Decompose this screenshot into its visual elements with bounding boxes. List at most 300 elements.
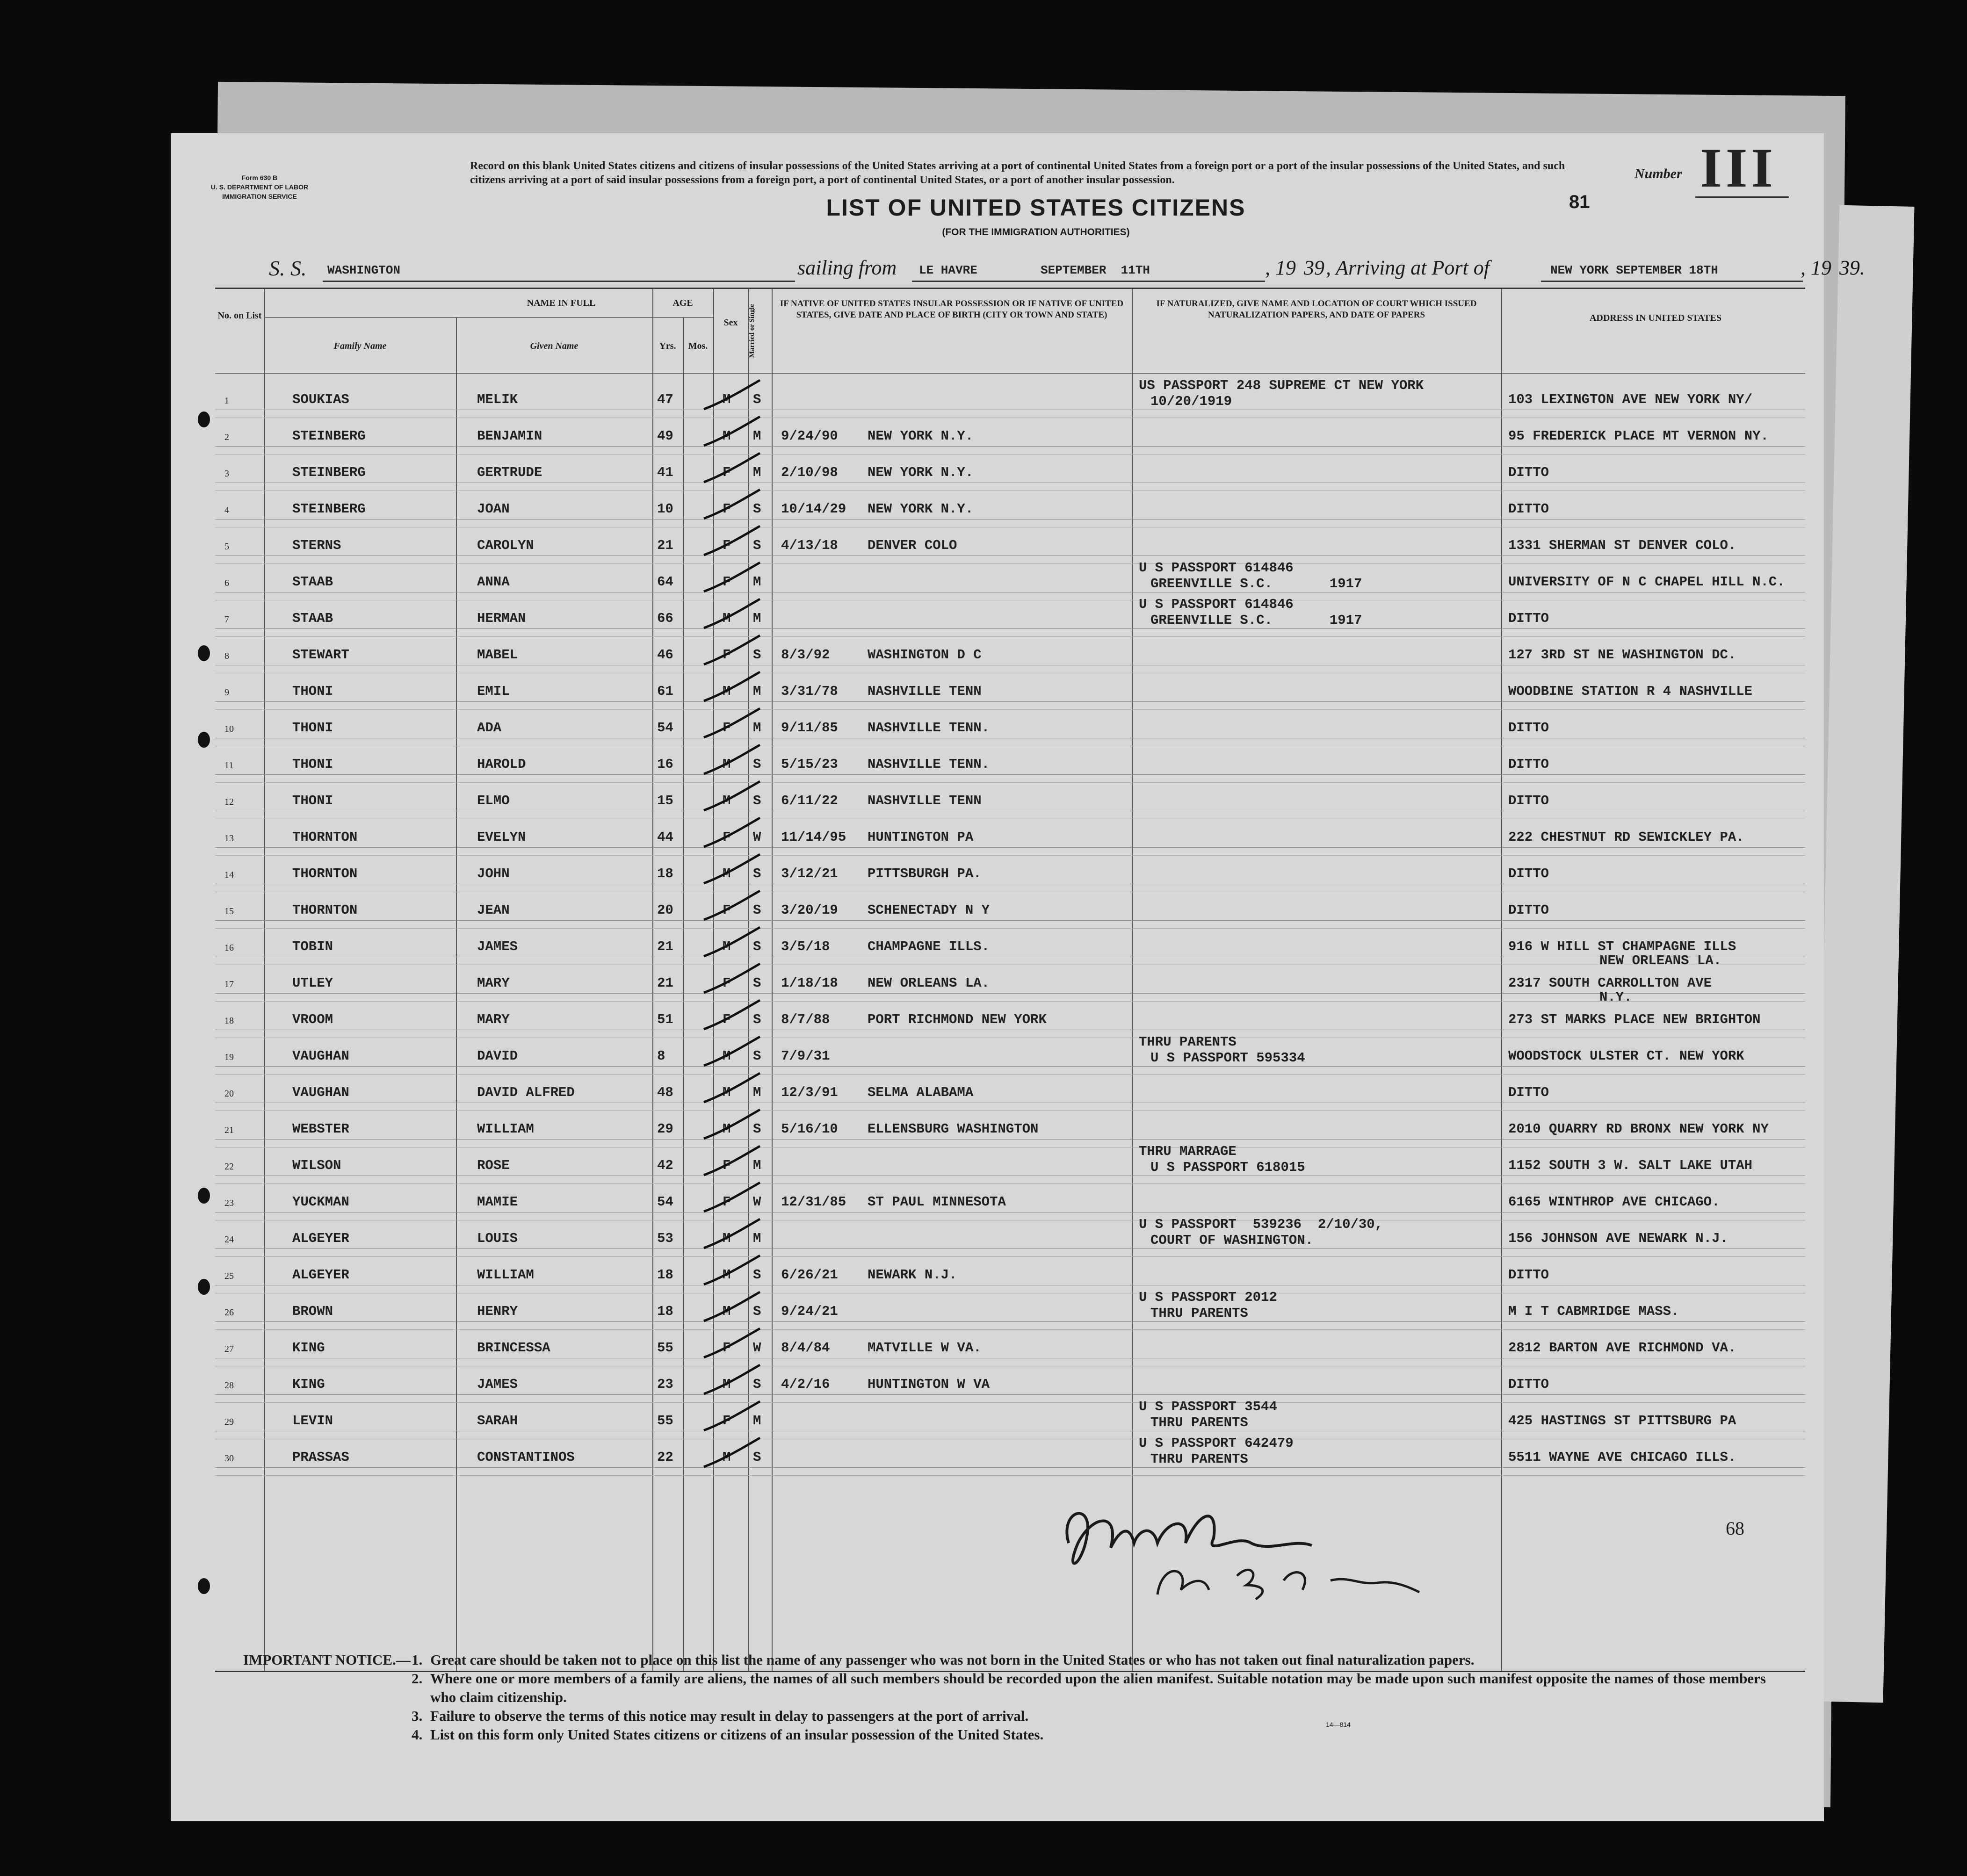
cell-ms: M — [753, 684, 761, 699]
cell-addr: 95 FREDERICK PLACE MT VERNON NY. — [1508, 428, 1769, 444]
cell-ms: S — [753, 1450, 761, 1465]
cell-no: 1 — [224, 396, 229, 406]
cell-ms: M — [753, 574, 761, 590]
cell-nat1: U S PASSPORT 3544 — [1139, 1399, 1277, 1414]
manifest-page — [171, 133, 1831, 1821]
ship-name: WASHINGTON — [327, 263, 401, 277]
cell-ms: S — [753, 902, 761, 918]
form-identifier — [208, 173, 311, 201]
check-mark — [701, 1178, 762, 1215]
check-mark — [701, 813, 762, 851]
check-mark — [701, 704, 762, 741]
cell-addr: 1331 SHERMAN ST DENVER COLO. — [1508, 538, 1736, 553]
cell-family: THORNTON — [292, 830, 358, 845]
cell-no: 16 — [224, 943, 234, 953]
cell-given: MAMIE — [477, 1194, 518, 1210]
row-divider — [215, 1467, 1805, 1468]
cell-birth-place: NASHVILLE TENN. — [868, 757, 990, 772]
cell-birth-date: 5/15/23 — [781, 757, 838, 772]
row-divider — [215, 446, 1805, 447]
cell-birth-date: 4/2/16 — [781, 1377, 830, 1392]
form-number: Form 630 B — [241, 174, 278, 181]
notice-number: 3. — [412, 1708, 423, 1724]
sheet-number: 81 — [1569, 192, 1590, 212]
cell-no: 11 — [224, 760, 234, 771]
cell-addr: DITTO — [1508, 465, 1549, 480]
cell-family: ALGEYER — [292, 1231, 349, 1246]
cell-no: 24 — [224, 1234, 234, 1245]
cell-ms: M — [753, 1158, 761, 1173]
cell-age: 61 — [657, 684, 673, 699]
cell-birth-place: DENVER COLO — [868, 538, 957, 553]
cell-nat1: US PASSPORT 248 SUPREME CT NEW YORK — [1139, 378, 1424, 393]
cell-sex: F — [723, 975, 731, 991]
cell-birth-date: 12/31/85 — [781, 1194, 846, 1210]
cell-addr: 1152 SOUTH 3 W. SALT LAKE UTAH — [1508, 1158, 1753, 1173]
cell-no: 23 — [224, 1198, 234, 1208]
arrival-year: 39. — [1839, 256, 1865, 279]
cell-addr: 916 W HILL ST CHAMPAGNE ILLS — [1508, 939, 1736, 954]
col-divider — [652, 289, 653, 1671]
cell-addr: DITTO — [1508, 902, 1549, 918]
cell-sex: M — [723, 939, 731, 954]
cell-no: 13 — [224, 833, 234, 844]
arrival-underline — [1541, 281, 1803, 282]
cell-addr: DITTO — [1508, 793, 1549, 808]
cell-nat1: U S PASSPORT 614846 — [1139, 560, 1294, 576]
cell-given: ADA — [477, 720, 502, 736]
cell-age: 22 — [657, 1450, 673, 1465]
col-header-address: ADDRESS IN UNITED STATES — [1589, 313, 1722, 323]
cell-no: 4 — [224, 505, 229, 515]
cell-age: 21 — [657, 939, 673, 954]
col-header-no: No. on List — [217, 310, 262, 321]
cell-birth-place: NASHVILLE TENN — [868, 793, 982, 808]
cell-birth-date: 11/14/95 — [781, 830, 846, 845]
cell-addr2: NEW ORLEANS LA. — [1599, 953, 1722, 968]
cell-given: MARY — [477, 1012, 510, 1027]
cell-no: 15 — [224, 906, 234, 916]
cell-family: BROWN — [292, 1304, 333, 1319]
check-mark — [701, 850, 762, 887]
page-subtitle: (FOR THE IMMIGRATION AUTHORITIES) — [942, 227, 1130, 238]
cell-birth-place: ST PAUL MINNESOTA — [868, 1194, 1006, 1210]
cell-family: ALGEYER — [292, 1267, 349, 1283]
cell-addr: 2010 QUARRY RD BRONX NEW YORK NY — [1508, 1121, 1769, 1137]
cell-birth-place: CHAMPAGNE ILLS. — [868, 939, 990, 954]
cell-ms: S — [753, 1304, 761, 1319]
cell-addr: 5511 WAYNE AVE CHICAGO ILLS. — [1508, 1450, 1736, 1465]
cell-family: WILSON — [292, 1158, 341, 1173]
departure-port: LE HAVRE — [919, 263, 977, 277]
print-code: 14—814 — [1326, 1721, 1351, 1728]
check-mark — [701, 1360, 762, 1398]
cell-birth-date: 4/13/18 — [781, 538, 838, 553]
cell-birth-date: 2/10/98 — [781, 465, 838, 480]
cell-age: 23 — [657, 1377, 673, 1392]
cell-birth-place: NASHVILLE TENN — [868, 684, 982, 699]
cell-no: 17 — [224, 979, 234, 989]
cell-ms: M — [753, 1231, 761, 1246]
cell-nat1: THRU MARRAGE — [1139, 1144, 1237, 1159]
cell-age: 10 — [657, 501, 673, 517]
col-divider — [1132, 289, 1133, 1671]
cell-sex: F — [723, 1340, 731, 1356]
cell-given: MABEL — [477, 647, 518, 663]
cell-ms: S — [753, 1267, 761, 1283]
cell-ms: S — [753, 647, 761, 663]
cell-age: 18 — [657, 1267, 673, 1283]
cell-birth-place: NEW YORK N.Y. — [868, 428, 974, 444]
col-divider — [772, 289, 773, 1671]
cell-age: 42 — [657, 1158, 673, 1173]
cell-given: BRINCESSA — [477, 1340, 550, 1356]
check-mark — [701, 667, 762, 705]
cell-birth-place: WASHINGTON D C — [868, 647, 982, 663]
header-bottom-line — [215, 373, 1805, 374]
cell-sex: F — [723, 1012, 731, 1027]
cell-ms: S — [753, 757, 761, 772]
cell-addr: DITTO — [1508, 501, 1549, 517]
cell-given: GERTRUDE — [477, 465, 542, 480]
notice-item — [412, 1725, 1786, 1744]
binder-hole — [198, 411, 210, 427]
cell-no: 30 — [224, 1453, 234, 1464]
cell-family: PRASSAS — [292, 1450, 349, 1465]
cell-age: 55 — [657, 1413, 673, 1429]
cell-family: STEWART — [292, 647, 349, 663]
cell-birth-date: 3/20/19 — [781, 902, 838, 918]
cell-no: 27 — [224, 1344, 234, 1354]
cell-given: EMIL — [477, 684, 510, 699]
cell-sex: F — [723, 501, 731, 517]
cell-nat2: THRU PARENTS — [1150, 1306, 1248, 1321]
check-mark — [701, 996, 762, 1033]
cell-birth-place: NEWARK N.J. — [868, 1267, 957, 1283]
passenger-table — [215, 288, 1805, 1672]
check-mark — [701, 923, 762, 960]
cell-family: STAAB — [292, 611, 333, 626]
number-underline — [1695, 196, 1789, 198]
check-mark — [701, 777, 762, 814]
notice-text: Failure to observe the terms of this notice may result in delay to passengers at the port of arrival. — [430, 1708, 1029, 1724]
cell-birth-place: ELLENSBURG WASHINGTON — [868, 1121, 1039, 1137]
cell-nat1: U S PASSPORT 614846 — [1139, 597, 1294, 612]
binder-hole — [198, 732, 210, 748]
row-divider — [215, 847, 1805, 848]
cell-ms: S — [753, 866, 761, 881]
cell-sex: F — [723, 1413, 731, 1429]
cell-birth-place: MATVILLE W VA. — [868, 1340, 982, 1356]
year-prefix2: , 19 — [1801, 256, 1831, 279]
cell-given: EVELYN — [477, 830, 526, 845]
cell-given: MELIK — [477, 392, 518, 407]
col-divider — [1501, 289, 1502, 1671]
cell-given: DAVID ALFRED — [477, 1085, 575, 1100]
cell-age: 21 — [657, 538, 673, 553]
cell-sex: F — [723, 902, 731, 918]
cell-addr: DITTO — [1508, 720, 1549, 736]
cell-birth-date: 5/16/10 — [781, 1121, 838, 1137]
cell-given: LOUIS — [477, 1231, 518, 1246]
cell-family: WEBSTER — [292, 1121, 349, 1137]
cell-age: 48 — [657, 1085, 673, 1100]
cell-family: LEVIN — [292, 1413, 333, 1429]
cell-age: 47 — [657, 392, 673, 407]
notice-text: Great care should be taken not to place on this list the name of any passenger who was not born in the United States or who has not taken out final naturalization papers. — [430, 1652, 1475, 1668]
row-divider — [215, 628, 1805, 629]
cell-age: 53 — [657, 1231, 673, 1246]
binder-hole — [198, 645, 210, 661]
cell-addr: DITTO — [1508, 757, 1549, 772]
cell-addr: 6165 WINTHROP AVE CHICAGO. — [1508, 1194, 1720, 1210]
page-mark: 68 — [1726, 1518, 1744, 1539]
cell-sex: M — [723, 428, 731, 444]
cell-birth-date: 8/3/92 — [781, 647, 830, 663]
cell-birth-date: 3/5/18 — [781, 939, 830, 954]
cell-given: ROSE — [477, 1158, 510, 1173]
cell-sex: M — [723, 1450, 731, 1465]
cell-birth-date: 8/4/84 — [781, 1340, 830, 1356]
cell-ms: M — [753, 428, 761, 444]
binder-hole — [198, 1578, 210, 1594]
cell-given: DAVID — [477, 1048, 518, 1064]
cell-family: YUCKMAN — [292, 1194, 349, 1210]
notice-item — [412, 1669, 1786, 1707]
check-mark — [701, 1032, 762, 1069]
check-mark — [701, 412, 762, 449]
cell-birth-place: NEW YORK N.Y. — [868, 465, 974, 480]
cell-given: JAMES — [477, 1377, 518, 1392]
cell-age: 15 — [657, 793, 673, 808]
cell-sex: M — [723, 866, 731, 881]
name-age-subline — [264, 317, 713, 318]
cell-sex: F — [723, 574, 731, 590]
col-header-yrs: Yrs. — [659, 341, 676, 351]
cell-birth-date: 8/7/88 — [781, 1012, 830, 1027]
cell-birth-place: HUNTINGTON W VA — [868, 1377, 990, 1392]
cell-birth-date: 1/18/18 — [781, 975, 838, 991]
arrival-port-date: NEW YORK SEPTEMBER 18TH — [1550, 263, 1718, 277]
cell-no: 6 — [224, 578, 229, 588]
list-number: III — [1700, 137, 1777, 199]
cell-addr: DITTO — [1508, 1085, 1549, 1100]
cell-no: 2 — [224, 432, 229, 442]
check-mark — [701, 1397, 762, 1434]
cell-family: VAUGHAN — [292, 1048, 349, 1064]
cell-birth-place: SCHENECTADY N Y — [868, 902, 990, 918]
ship-underline — [323, 281, 795, 282]
cell-sex: F — [723, 830, 731, 845]
sailing-label: sailing from — [797, 256, 897, 279]
col-header-name: NAME IN FULL — [527, 298, 596, 308]
col-header-family: Family Name — [333, 341, 387, 351]
cell-birth-date: 7/9/31 — [781, 1048, 830, 1064]
cell-ms: M — [753, 465, 761, 480]
check-mark — [701, 448, 762, 486]
check-mark — [701, 959, 762, 996]
cell-sex: M — [723, 757, 731, 772]
cell-birth-date: 6/11/22 — [781, 793, 838, 808]
check-mark — [701, 1324, 762, 1361]
cell-nat2: 10/20/1919 — [1150, 394, 1232, 409]
cell-ms: M — [753, 720, 761, 736]
cell-family: VAUGHAN — [292, 1085, 349, 1100]
check-mark — [701, 1068, 762, 1106]
cell-addr: DITTO — [1508, 1377, 1549, 1392]
cell-addr: 2812 BARTON AVE RICHMOND VA. — [1508, 1340, 1736, 1356]
cell-birth-date: 6/26/21 — [781, 1267, 838, 1283]
row-divider — [215, 1394, 1805, 1395]
check-mark — [701, 1214, 762, 1252]
form-department: U. S. DEPARTMENT OF LABOR — [210, 183, 309, 191]
cell-ms: S — [753, 793, 761, 808]
cell-nat2: GREENVILLE S.C. 1917 — [1150, 576, 1362, 592]
notice-item — [412, 1651, 1786, 1669]
cell-birth-place: HUNTINGTON PA — [868, 830, 974, 845]
cell-given: WILLIAM — [477, 1121, 534, 1137]
cell-addr: WOODBINE STATION R 4 NASHVILLE — [1508, 684, 1753, 699]
notice-label: IMPORTANT NOTICE.— — [243, 1652, 411, 1668]
cell-no: 20 — [224, 1089, 234, 1099]
cell-birth-place: NASHVILLE TENN. — [868, 720, 990, 736]
row-divider — [215, 519, 1805, 520]
row-divider — [215, 1139, 1805, 1140]
check-mark — [701, 1141, 762, 1179]
check-mark — [701, 740, 762, 778]
cell-age: 16 — [657, 757, 673, 772]
cell-ms: S — [753, 1377, 761, 1392]
cell-addr: DITTO — [1508, 611, 1549, 626]
cell-family: THONI — [292, 684, 333, 699]
cell-given: WILLIAM — [477, 1267, 534, 1283]
cell-no: 19 — [224, 1052, 234, 1062]
cell-age: 8 — [657, 1048, 665, 1064]
cell-given: HAROLD — [477, 757, 526, 772]
cell-addr: DITTO — [1508, 1267, 1549, 1283]
cell-addr: 156 JOHNSON AVE NEWARK N.J. — [1508, 1231, 1728, 1246]
cell-given: MARY — [477, 975, 510, 991]
cell-age: 21 — [657, 975, 673, 991]
cell-sex: F — [723, 720, 731, 736]
cell-family: THORNTON — [292, 866, 358, 881]
col-header-birth: IF NATIVE OF UNITED STATES INSULAR POSSESSION OR IF NATIVE OF UNITED STATES, GIVE DATE AND PLACE OF BIRTH (CITY OR TOWN AND STATE) — [780, 299, 1124, 320]
cell-family: SOUKIAS — [292, 392, 349, 407]
cell-birth-place: SELMA ALABAMA — [868, 1085, 974, 1100]
cell-birth-place: PITTSBURGH PA. — [868, 866, 982, 881]
cell-age: 46 — [657, 647, 673, 663]
cell-nat2: GREENVILLE S.C. 1917 — [1150, 613, 1362, 628]
cell-sex: F — [723, 647, 731, 663]
notice-number: 1. — [412, 1652, 423, 1668]
row-divider — [215, 774, 1805, 775]
check-mark — [701, 1287, 762, 1325]
cell-ms: S — [753, 538, 761, 553]
cell-age: 66 — [657, 611, 673, 626]
number-label: Number — [1634, 166, 1682, 181]
cell-no: 26 — [224, 1307, 234, 1318]
check-mark — [701, 631, 762, 668]
cell-nat2: THRU PARENTS — [1150, 1415, 1248, 1430]
cell-no: 10 — [224, 724, 234, 734]
col-header-naturalized: IF NATURALIZED, GIVE NAME AND LOCATION OF COURT WHICH ISSUED NATURALIZATION PAPERS, AND DATE OF PAPERS — [1156, 299, 1477, 320]
cell-given: JAMES — [477, 939, 518, 954]
cell-no: 9 — [224, 687, 229, 698]
departure-year: 39 — [1304, 256, 1324, 279]
form-instructions: Record on this blank United States citizens and citizens of insular possessions of the United States arriving at a port of continental United States from a foreign port or a port of the insular possessions of the United States, and such citizens arriving at a port of said insular possessions from a foreign port, a port of continental United States, or a port of another insular possession. — [470, 160, 1565, 186]
cell-age: 51 — [657, 1012, 673, 1027]
cell-family: THONI — [292, 757, 333, 772]
cell-no: 12 — [224, 797, 234, 807]
departure-underline — [912, 281, 1265, 282]
cell-ms: S — [753, 1121, 761, 1137]
notice-item — [412, 1707, 1786, 1725]
cell-no: 29 — [224, 1417, 234, 1427]
cell-nat2: THRU PARENTS — [1150, 1451, 1248, 1467]
cell-birth-place: NEW ORLEANS LA. — [868, 975, 990, 991]
cell-ms: S — [753, 1012, 761, 1027]
cell-addr: M I T CABMRIDGE MASS. — [1508, 1304, 1679, 1319]
cell-sex: M — [723, 1121, 731, 1137]
col-header-sex: Sex — [723, 317, 738, 328]
cell-age: 55 — [657, 1340, 673, 1356]
cell-sex: M — [723, 1085, 731, 1100]
col-header-given: Given Name — [530, 341, 579, 351]
cell-no: 7 — [224, 614, 229, 625]
cell-nat1: U S PASSPORT 2012 — [1139, 1290, 1277, 1305]
cell-ms: S — [753, 975, 761, 991]
cell-family: THORNTON — [292, 902, 358, 918]
row-divider — [215, 993, 1805, 994]
cell-age: 20 — [657, 902, 673, 918]
check-mark — [701, 1105, 762, 1142]
voyage-line — [269, 256, 307, 281]
cell-age: 18 — [657, 1304, 673, 1319]
cell-ms: W — [753, 830, 761, 845]
check-mark — [701, 558, 762, 595]
cell-given: HENRY — [477, 1304, 518, 1319]
cell-family: STEINBERG — [292, 501, 366, 517]
cell-family: KING — [292, 1377, 325, 1392]
cell-ms: S — [753, 939, 761, 954]
cell-no: 25 — [224, 1271, 234, 1281]
cell-ms: M — [753, 1413, 761, 1429]
cell-birth-date: 3/31/78 — [781, 684, 838, 699]
cell-addr: 425 HASTINGS ST PITTSBURG PA — [1508, 1413, 1736, 1429]
cell-addr: UNIVERSITY OF N C CHAPEL HILL N.C. — [1508, 574, 1785, 590]
cell-no: 5 — [224, 541, 229, 552]
cell-addr: DITTO — [1508, 866, 1549, 881]
cell-nat2: COURT OF WASHINGTON. — [1150, 1233, 1314, 1248]
cell-ms: S — [753, 501, 761, 517]
cell-no: 22 — [224, 1162, 234, 1172]
cell-sex: M — [723, 1267, 731, 1283]
binder-hole — [198, 1279, 210, 1295]
cell-no: 18 — [224, 1016, 234, 1026]
departure-date: SEPTEMBER 11TH — [1041, 263, 1150, 277]
cell-ms: M — [753, 1085, 761, 1100]
cell-family: STEINBERG — [292, 465, 366, 480]
form-service: IMMIGRATION SERVICE — [222, 193, 297, 200]
row-divider — [215, 1321, 1805, 1322]
cell-birth-date: 12/3/91 — [781, 1085, 838, 1100]
cell-family: TOBIN — [292, 939, 333, 954]
officer-signature — [1050, 1492, 1461, 1604]
cell-age: 54 — [657, 1194, 673, 1210]
cell-addr: 103 LEXINGTON AVE NEW YORK NY/ — [1508, 392, 1753, 407]
col-divider — [264, 289, 265, 1671]
cell-given: CONSTANTINOS — [477, 1450, 575, 1465]
